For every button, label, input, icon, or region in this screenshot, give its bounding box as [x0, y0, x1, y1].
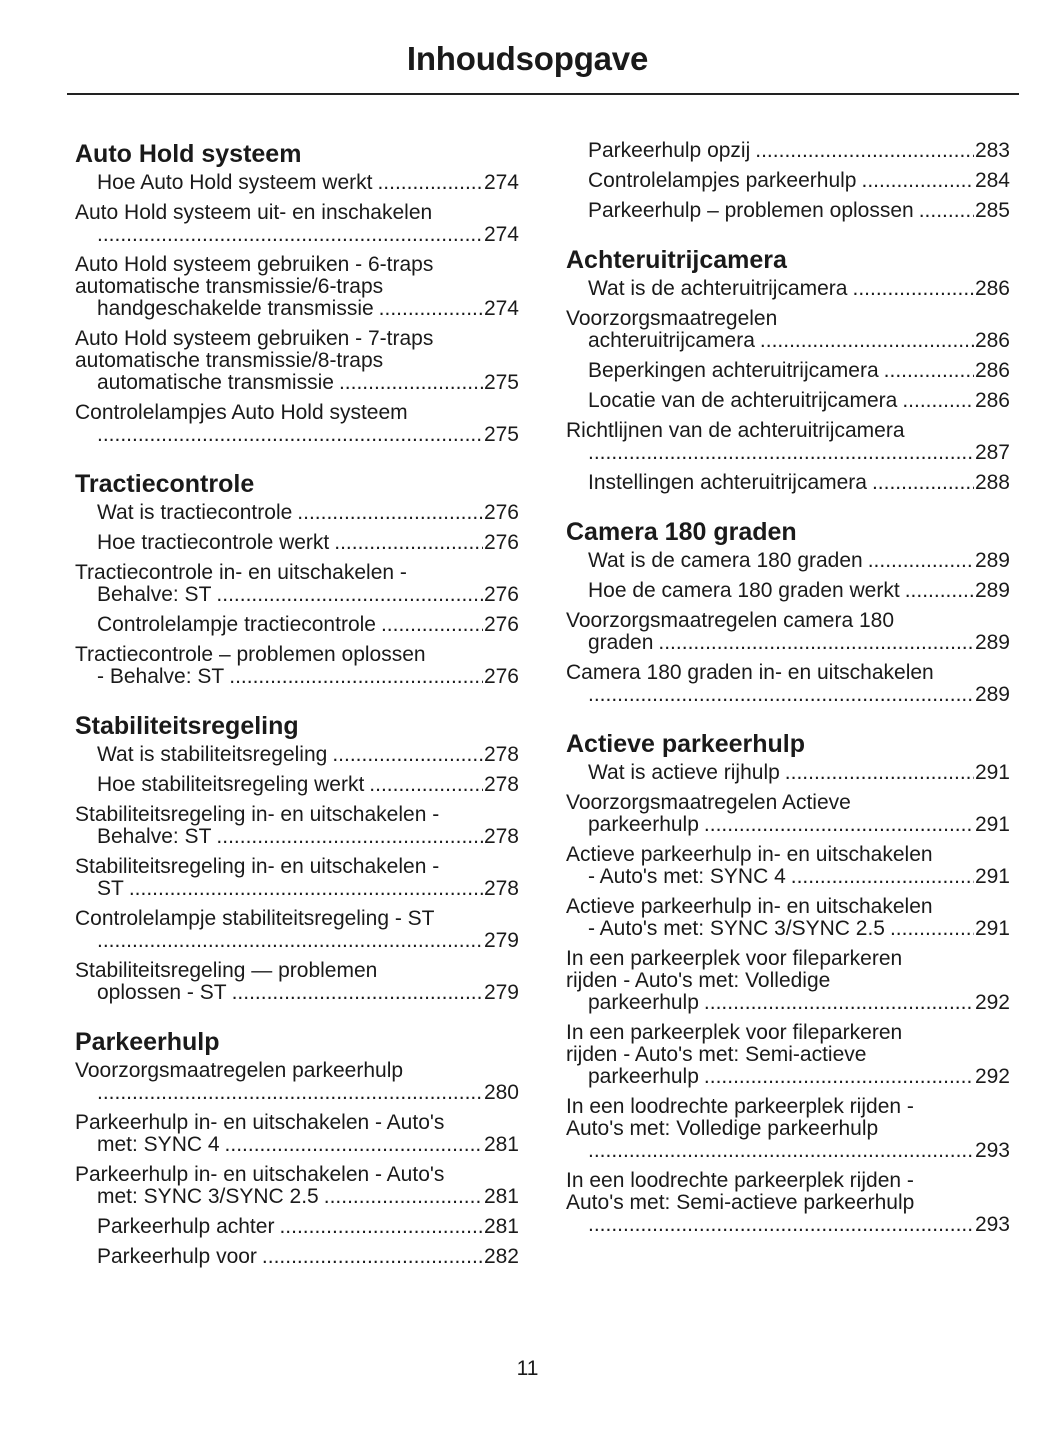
entry-text-last: - Auto's met: SYNC 4 — [588, 865, 786, 888]
entry-leader-line — [97, 826, 519, 848]
section-heading: Auto Hold systeem — [75, 140, 302, 168]
entry-text-line: automatische transmissie/6-traps — [75, 275, 384, 298]
dot-leader — [658, 632, 974, 654]
entry-text-last: - Auto's met: SYNC 3/SYNC 2.5 — [588, 917, 885, 940]
entry-leader-line — [97, 744, 519, 766]
entry-text-last: Hoe stabiliteitsregeling werkt — [97, 773, 365, 796]
dot-leader — [704, 1066, 974, 1088]
toc-entry[interactable] — [566, 360, 1010, 382]
dot-leader — [868, 550, 974, 572]
entry-text-last: Wat is de camera 180 graden — [588, 549, 863, 572]
entry-page-number: 292 — [974, 991, 1010, 1014]
section-heading: Camera 180 graden — [566, 518, 797, 546]
entry-text-line: Controlelampjes Auto Hold systeem — [75, 401, 408, 424]
entry-text-last: achteruitrijcamera — [588, 329, 755, 352]
entry-text-line: Richtlijnen van de achteruitrijcamera — [566, 419, 905, 442]
entry-text-line: Tractiecontrole in- en uitschakelen - — [75, 561, 407, 584]
toc-entry[interactable] — [566, 308, 1010, 352]
toc-section — [566, 140, 1010, 222]
entry-text-last: Behalve: ST — [97, 825, 212, 848]
toc-entry[interactable] — [75, 774, 519, 796]
toc-entry[interactable] — [75, 960, 519, 1004]
toc-entry[interactable] — [75, 804, 519, 848]
toc-entry[interactable] — [75, 908, 519, 952]
entry-text-line: Auto Hold systeem gebruiken - 6-traps — [75, 253, 434, 276]
entry-leader-line — [97, 774, 519, 796]
entry-text-last: automatische transmissie — [97, 371, 334, 394]
toc-entry[interactable] — [566, 200, 1010, 222]
entry-leader-line — [588, 632, 1010, 654]
section-heading: Actieve parkeerhulp — [566, 730, 805, 758]
dot-leader — [704, 992, 974, 1014]
dot-leader — [324, 1186, 483, 1208]
entry-page-number: 275 — [483, 423, 519, 446]
toc-entry[interactable] — [566, 948, 1010, 1014]
entry-leader-line — [97, 982, 519, 1004]
entry-page-number: 278 — [483, 743, 519, 766]
dot-leader — [229, 666, 483, 688]
entry-leader-line — [588, 1066, 1010, 1088]
entry-page-number: 286 — [974, 277, 1010, 300]
dot-leader — [884, 360, 974, 382]
entry-page-number: 292 — [974, 1065, 1010, 1088]
toc-entry[interactable] — [566, 662, 1010, 706]
dot-leader — [216, 584, 483, 606]
toc-entry[interactable] — [75, 744, 519, 766]
entry-text-line: Stabiliteitsregeling — problemen — [75, 959, 378, 982]
dot-leader — [755, 140, 974, 162]
entry-leader-line — [588, 170, 1010, 192]
dot-leader — [216, 826, 483, 848]
entry-text-line: Auto Hold systeem gebruiken - 7-traps — [75, 327, 434, 350]
entry-leader-line — [97, 1216, 519, 1238]
entry-text-last: - Behalve: ST — [97, 665, 225, 688]
entry-leader-line — [97, 532, 519, 554]
entry-text-line: In een parkeerplek voor fileparkeren — [566, 947, 903, 970]
entry-leader-line — [97, 878, 519, 900]
entry-text-last: oplossen - ST — [97, 981, 227, 1004]
entry-text-last: Hoe de camera 180 graden werkt — [588, 579, 900, 602]
entry-page-number: 289 — [974, 631, 1010, 654]
entry-page-number: 291 — [974, 813, 1010, 836]
toc-entry[interactable] — [75, 532, 519, 554]
toc-entry[interactable] — [75, 614, 519, 636]
toc-entry[interactable] — [75, 202, 519, 246]
dot-leader — [785, 762, 974, 784]
entry-leader-line — [97, 372, 519, 394]
section-heading: Stabiliteitsregeling — [75, 712, 299, 740]
entry-page-number: 276 — [483, 613, 519, 636]
toc-entry[interactable] — [566, 390, 1010, 412]
entry-text-line: In een loodrechte parkeerplek rijden - — [566, 1169, 914, 1192]
entry-page-number: 276 — [483, 583, 519, 606]
toc-entry[interactable] — [566, 1022, 1010, 1088]
entry-text-line: automatische transmissie/8-traps — [75, 349, 384, 372]
entry-page-number: 276 — [483, 531, 519, 554]
toc-section — [566, 728, 1010, 1236]
toc-section — [75, 1026, 519, 1268]
entry-page-number: 278 — [483, 825, 519, 848]
entry-leader-line — [588, 1214, 1010, 1236]
entry-text-last: parkeerhulp — [588, 813, 699, 836]
entry-text-last: Wat is actieve rijhulp — [588, 761, 780, 784]
entry-text-last: parkeerhulp — [588, 1065, 699, 1088]
entry-page-number: 281 — [483, 1215, 519, 1238]
entry-text-line: In een loodrechte parkeerplek rijden - — [566, 1095, 914, 1118]
section-heading: Achteruitrijcamera — [566, 246, 787, 274]
toc-entry[interactable] — [566, 762, 1010, 784]
dot-leader — [97, 1082, 483, 1104]
entry-text-last: Beperkingen achteruitrijcamera — [588, 359, 879, 382]
entry-leader-line — [588, 684, 1010, 706]
toc-entry[interactable] — [566, 1170, 1010, 1236]
entry-page-number: 282 — [483, 1245, 519, 1268]
toc-section — [75, 710, 519, 1004]
entry-leader-line — [588, 1140, 1010, 1162]
toc-entry[interactable] — [566, 472, 1010, 494]
title-divider — [67, 93, 1019, 95]
entry-page-number: 291 — [974, 917, 1010, 940]
entry-text-last: Wat is de achteruitrijcamera — [588, 277, 848, 300]
page-number: 11 — [516, 1357, 539, 1380]
dot-leader — [890, 918, 974, 940]
entry-text-line: Actieve parkeerhulp in- en uitschakelen — [566, 895, 933, 918]
entry-text-line: Stabiliteitsregeling in- en uitschakelen - — [75, 803, 440, 826]
entry-text-line: Auto's met: Semi-actieve parkeerhulp — [566, 1191, 915, 1214]
entry-text-last: Hoe Auto Hold systeem werkt — [97, 171, 373, 194]
dot-leader — [379, 298, 483, 320]
toc-entry[interactable] — [75, 644, 519, 688]
entry-text-last: Controlelampjes parkeerhulp — [588, 169, 857, 192]
entry-text-line: Tractiecontrole – problemen oplossen — [75, 643, 426, 666]
entry-text-line: Parkeerhulp in- en uitschakelen - Auto's — [75, 1111, 445, 1134]
entry-text-last: Parkeerhulp opzij — [588, 139, 751, 162]
entry-page-number: 286 — [974, 389, 1010, 412]
entry-leader-line — [97, 1246, 519, 1268]
toc-entry[interactable] — [566, 140, 1010, 162]
dot-leader — [97, 424, 483, 446]
entry-leader-line — [588, 580, 1010, 602]
dot-leader — [902, 390, 974, 412]
toc-entry[interactable] — [566, 844, 1010, 888]
toc-entry[interactable] — [75, 402, 519, 446]
entry-text-last: Wat is tractiecontrole — [97, 501, 293, 524]
entry-text-line: rijden - Auto's met: Volledige — [566, 969, 831, 992]
dot-leader — [791, 866, 974, 888]
entry-text-line: Actieve parkeerhulp in- en uitschakelen — [566, 843, 933, 866]
entry-text-line: Controlelampje stabiliteitsregeling - ST — [75, 907, 435, 930]
toc-entry[interactable] — [75, 1164, 519, 1208]
toc-entry[interactable] — [75, 1060, 519, 1104]
entry-leader-line — [97, 1082, 519, 1104]
toc-entry[interactable] — [566, 792, 1010, 836]
dot-leader — [760, 330, 974, 352]
toc-entry[interactable] — [566, 580, 1010, 602]
entry-leader-line — [97, 584, 519, 606]
toc-column-right — [566, 140, 1010, 1258]
toc-entry[interactable] — [75, 328, 519, 394]
entry-page-number: 289 — [974, 579, 1010, 602]
toc-section — [75, 468, 519, 688]
dot-leader — [339, 372, 483, 394]
dot-leader — [332, 744, 483, 766]
entry-page-number: 281 — [483, 1185, 519, 1208]
entry-leader-line — [588, 918, 1010, 940]
entry-leader-line — [588, 814, 1010, 836]
entry-text-last: Controlelampje tractiecontrole — [97, 613, 376, 636]
entry-leader-line — [588, 140, 1010, 162]
page-title: Inhoudsopgave — [406, 40, 649, 77]
entry-text-line: Voorzorgsmaatregelen parkeerhulp — [75, 1059, 404, 1082]
entry-page-number: 274 — [483, 171, 519, 194]
entry-text-last: Instellingen achteruitrijcamera — [588, 471, 867, 494]
entry-page-number: 286 — [974, 359, 1010, 382]
entry-text-line: Auto's met: Volledige parkeerhulp — [566, 1117, 879, 1140]
dot-leader — [872, 472, 974, 494]
dot-leader — [334, 532, 483, 554]
entry-text-last: ST — [97, 877, 124, 900]
dot-leader — [905, 580, 974, 602]
entry-page-number: 276 — [483, 665, 519, 688]
entry-text-line: In een parkeerplek voor fileparkeren — [566, 1021, 903, 1044]
toc-entry[interactable] — [566, 420, 1010, 464]
entry-leader-line — [97, 1186, 519, 1208]
toc-entry[interactable] — [566, 896, 1010, 940]
dot-leader — [129, 878, 483, 900]
entry-leader-line — [588, 330, 1010, 352]
entry-leader-line — [97, 1134, 519, 1156]
entry-leader-line — [97, 224, 519, 246]
entry-page-number: 278 — [483, 773, 519, 796]
entry-text-last: Parkeerhulp – problemen oplossen — [588, 199, 914, 222]
entry-text-line: Parkeerhulp in- en uitschakelen - Auto's — [75, 1163, 445, 1186]
toc-section — [566, 516, 1010, 706]
entry-text-last: Wat is stabiliteitsregeling — [97, 743, 328, 766]
entry-page-number: 279 — [483, 981, 519, 1004]
entry-leader-line — [97, 666, 519, 688]
entry-page-number: 284 — [974, 169, 1010, 192]
entry-leader-line — [588, 866, 1010, 888]
entry-leader-line — [588, 278, 1010, 300]
entry-text-line: Camera 180 graden in- en uitschakelen — [566, 661, 934, 684]
dot-leader — [919, 200, 974, 222]
dot-leader — [588, 442, 974, 464]
dot-leader — [377, 172, 483, 194]
entry-page-number: 286 — [974, 329, 1010, 352]
entry-page-number: 276 — [483, 501, 519, 524]
toc-section — [75, 138, 519, 446]
dot-leader — [279, 1216, 483, 1238]
dot-leader — [225, 1134, 483, 1156]
dot-leader — [861, 170, 973, 192]
entry-page-number: 283 — [974, 139, 1010, 162]
entry-leader-line — [97, 614, 519, 636]
entry-page-number: 274 — [483, 297, 519, 320]
toc-entry[interactable] — [75, 856, 519, 900]
entry-leader-line — [588, 762, 1010, 784]
entry-page-number: 280 — [483, 1081, 519, 1104]
entry-page-number: 275 — [483, 371, 519, 394]
dot-leader — [369, 774, 483, 796]
dot-leader — [297, 502, 483, 524]
entry-text-last: Behalve: ST — [97, 583, 212, 606]
entry-page-number: 281 — [483, 1133, 519, 1156]
entry-text-last: Parkeerhulp voor — [97, 1245, 257, 1268]
toc-entry[interactable] — [75, 254, 519, 320]
toc-entry[interactable] — [75, 1112, 519, 1156]
entry-text-last: Parkeerhulp achter — [97, 1215, 275, 1238]
entry-page-number: 285 — [974, 199, 1010, 222]
dot-leader — [232, 982, 483, 1004]
entry-page-number: 278 — [483, 877, 519, 900]
entry-leader-line — [97, 298, 519, 320]
entry-leader-line — [97, 502, 519, 524]
entry-text-last: Hoe tractiecontrole werkt — [97, 531, 330, 554]
section-heading: Tractiecontrole — [75, 470, 255, 498]
dot-leader — [588, 1140, 974, 1162]
toc-entry[interactable] — [75, 562, 519, 606]
toc-entry[interactable] — [75, 1216, 519, 1238]
entry-leader-line — [588, 550, 1010, 572]
entry-text-last: graden — [588, 631, 654, 654]
entry-leader-line — [588, 992, 1010, 1014]
toc-entry[interactable] — [75, 502, 519, 524]
dot-leader — [97, 224, 483, 246]
entry-text-last: handgeschakelde transmissie — [97, 297, 374, 320]
entry-leader-line — [97, 424, 519, 446]
entry-leader-line — [588, 200, 1010, 222]
entry-page-number: 291 — [974, 761, 1010, 784]
section-heading: Parkeerhulp — [75, 1028, 220, 1056]
entry-page-number: 279 — [483, 929, 519, 952]
entry-leader-line — [97, 930, 519, 952]
entry-leader-line — [588, 472, 1010, 494]
dot-leader — [381, 614, 483, 636]
entry-page-number: 288 — [974, 471, 1010, 494]
entry-leader-line — [97, 172, 519, 194]
entry-page-number: 289 — [974, 683, 1010, 706]
entry-text-line: Voorzorgsmaatregelen — [566, 307, 778, 330]
entry-page-number: 287 — [974, 441, 1010, 464]
toc-entry[interactable] — [75, 172, 519, 194]
entry-page-number: 293 — [974, 1213, 1010, 1236]
entry-page-number: 289 — [974, 549, 1010, 572]
toc-entry[interactable] — [566, 1096, 1010, 1162]
entry-text-last: parkeerhulp — [588, 991, 699, 1014]
toc-entry[interactable] — [75, 1246, 519, 1268]
toc-section — [566, 244, 1010, 494]
dot-leader — [262, 1246, 483, 1268]
entry-text-last: met: SYNC 3/SYNC 2.5 — [97, 1185, 319, 1208]
entry-page-number: 291 — [974, 865, 1010, 888]
entry-leader-line — [588, 442, 1010, 464]
entry-page-number: 274 — [483, 223, 519, 246]
entry-leader-line — [588, 390, 1010, 412]
entry-text-line: Voorzorgsmaatregelen camera 180 — [566, 609, 895, 632]
entry-text-last: Locatie van de achteruitrijcamera — [588, 389, 898, 412]
toc-column-left — [75, 138, 519, 1290]
dot-leader — [704, 814, 974, 836]
entry-text-last: met: SYNC 4 — [97, 1133, 220, 1156]
toc-entry[interactable] — [566, 170, 1010, 192]
dot-leader — [588, 684, 974, 706]
entry-text-line: Stabiliteitsregeling in- en uitschakelen - — [75, 855, 440, 878]
entry-text-line: Auto Hold systeem uit- en inschakelen — [75, 201, 433, 224]
dot-leader — [97, 930, 483, 952]
dot-leader — [588, 1214, 974, 1236]
entry-text-line: rijden - Auto's met: Semi-actieve — [566, 1043, 867, 1066]
entry-leader-line — [588, 360, 1010, 382]
entry-text-line: Voorzorgsmaatregelen Actieve — [566, 791, 851, 814]
toc-entry[interactable] — [566, 278, 1010, 300]
entry-page-number: 293 — [974, 1139, 1010, 1162]
toc-entry[interactable] — [566, 610, 1010, 654]
toc-entry[interactable] — [566, 550, 1010, 572]
dot-leader — [852, 278, 973, 300]
